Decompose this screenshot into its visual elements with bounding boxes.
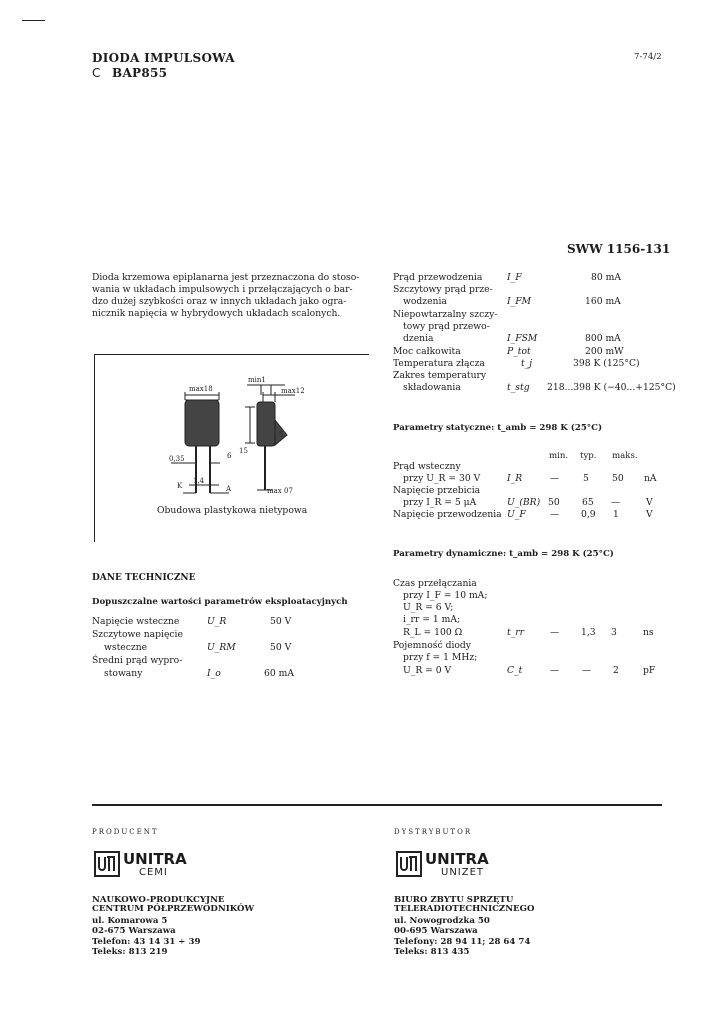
static-row-min: —: [550, 473, 560, 484]
dane-row-val: 50 V: [270, 616, 292, 627]
static-row-name: przy U_R = 30 V: [403, 473, 481, 484]
static-row-sym: U_F: [507, 509, 526, 520]
dane-title: DANE TECHNICZNE: [92, 573, 196, 583]
param-sym: t_stg: [507, 382, 530, 393]
static-title: Parametry statyczne: t_amb = 298 K (25°C): [393, 423, 603, 433]
producer-org: NAUKOWO-PRODUKCYJNE: [92, 895, 225, 905]
dim-max18: max18: [189, 385, 213, 393]
param-val: 200 mW: [585, 346, 624, 357]
static-row-name: przy I_R = 5 μA: [403, 497, 477, 508]
unitra-logo-icon: [396, 851, 422, 877]
figure-caption: Obudowa plastykowa nietypowa: [157, 505, 308, 516]
producer-org: CENTRUM PÓŁPRZEWODNIKÓW: [92, 904, 255, 914]
dynamic-title: Parametry dynamiczne: t_amb = 298 K (25°C): [393, 549, 614, 559]
param-name: Zakres temperatury: [393, 370, 487, 381]
static-header-typ: typ.: [580, 451, 597, 461]
static-row-unit: V: [646, 497, 653, 508]
dynamic-row-name: przy f = 1 MHz;: [403, 652, 478, 663]
intro-line: Dioda krzemowa epiplanarna jest przeznaczona do stoso-: [92, 272, 360, 283]
dim-14: 1,4: [193, 477, 205, 485]
dane-row-name: stowany: [104, 668, 143, 679]
intro-line: dzo dużej szybkości oraz w innych układach jako ogra-: [92, 296, 347, 307]
dynamic-row-typ: 1,3: [581, 627, 596, 638]
static-row-unit: nA: [644, 473, 657, 484]
distributor-brand: UNITRA: [425, 850, 489, 868]
dane-row-name: Napięcie wsteczne: [92, 616, 180, 627]
dynamic-row-name: U_R = 6 V;: [403, 602, 454, 613]
dim-15: 15: [239, 447, 248, 455]
dynamic-table: [393, 578, 693, 678]
package-figure: [94, 354, 369, 542]
static-row-unit: V: [646, 509, 653, 520]
dim-5: 5: [279, 431, 284, 439]
producer-addr: Telefon: 43 14 31 ÷ 39: [92, 937, 201, 947]
dane-row-val: 50 V: [270, 642, 292, 653]
unitra-logo-icon: [94, 851, 120, 877]
dynamic-row-min: —: [550, 665, 560, 676]
producer-addr: ul. Komarowa 5: [92, 916, 168, 926]
dynamic-row-sym: C_t: [507, 665, 523, 676]
distributor-logo: [396, 851, 506, 879]
model-number: BAP855: [112, 66, 168, 80]
intro-line: wania w układach impulsowych i przełączających o bar-: [92, 284, 353, 295]
static-row-sym: U_(BR): [507, 497, 541, 508]
dynamic-row-name: przy I_F = 10 mA;: [403, 590, 488, 601]
static-row-sym: I_R: [507, 473, 523, 484]
param-name: Niepowtarzalny szczy-: [393, 309, 498, 320]
param-val: 218...398 K (−40...+125°C): [547, 382, 676, 393]
producer-sub: CEMI: [139, 867, 168, 878]
dane-row-sym: U_R: [207, 616, 227, 627]
static-row-min: 50: [548, 497, 560, 508]
diode-body-front: [185, 400, 219, 446]
dim-035: 0,35: [169, 455, 185, 463]
dynamic-row-name: Czas przełączania: [393, 578, 477, 589]
param-name: towy prąd przewo-: [403, 321, 490, 332]
param-sym: I_F: [507, 272, 522, 283]
static-table: [393, 461, 693, 521]
model-prefix: C: [92, 66, 101, 80]
intro-line: nicznik napięcia w hybrydowych układach scalonych.: [92, 308, 341, 319]
static-row-typ: 0,9: [581, 509, 596, 520]
param-name: Szczytowy prąd prze-: [393, 284, 493, 295]
distributor-addr: ul. Nowogrodzka 50: [394, 916, 490, 926]
static-row-max: 1: [613, 509, 619, 520]
dynamic-row-unit: ns: [643, 627, 654, 638]
distributor-label: DYSTRYBUTOR: [394, 828, 473, 836]
static-row-typ: 65: [582, 497, 594, 508]
param-name: Temperatura złącza: [393, 358, 485, 369]
distributor-addr: Telefony: 28 94 11; 28 64 74: [394, 937, 531, 947]
dane-row-val: 60 mA: [264, 668, 294, 679]
producer-logo: [94, 851, 204, 879]
dane-subtitle: Dopuszczalne wartości parametrów eksploatacyjnych: [92, 597, 348, 607]
dim-max07: max 07: [267, 487, 293, 495]
static-row-min: —: [550, 509, 560, 520]
dynamic-row-unit: pF: [643, 665, 656, 676]
sww-number: SWW 1156-131: [567, 242, 671, 256]
corner-rule: [22, 20, 45, 21]
param-sym: I_FM: [507, 296, 532, 307]
static-row-name: Napięcie przewodzenia: [393, 509, 502, 520]
static-row-max: —: [611, 497, 621, 508]
producer-brand: UNITRA: [123, 850, 187, 868]
distributor-org: BIURO ZBYTU SPRZĘTU: [394, 895, 514, 905]
param-val: 398 K (125°C): [573, 358, 640, 369]
dynamic-row-max: 2: [613, 665, 619, 676]
param-val: 800 mA: [585, 333, 621, 344]
param-name: Prąd przewodzenia: [393, 272, 483, 283]
static-row-typ: 5: [583, 473, 589, 484]
footer-rule: [92, 804, 662, 806]
param-val: 160 mA: [585, 296, 621, 307]
dynamic-row-sym: t_rr: [507, 627, 525, 638]
distributor-org: TELERADIOTECHNICZNEGO: [394, 904, 535, 914]
doc-code: 7-74/2: [634, 52, 662, 62]
dim-6: 6: [227, 452, 232, 460]
dynamic-row-name: i_rr = 1 mA;: [403, 614, 461, 625]
dynamic-row-typ: —: [582, 665, 592, 676]
producer-label: PRODUCENT: [92, 828, 159, 836]
static-header-min: min.: [549, 451, 569, 461]
distributor-addr: Teleks: 813 435: [394, 947, 470, 957]
dynamic-row-name: U_R = 0 V: [403, 665, 452, 676]
static-row-name: Napięcie przebicia: [393, 485, 481, 496]
param-name: dzenia: [403, 333, 434, 344]
intro-paragraph: [92, 272, 372, 320]
param-sym: I_FSM: [507, 333, 538, 344]
param-sym: t_j: [521, 358, 533, 369]
dynamic-row-min: —: [550, 627, 560, 638]
static-row-max: 50: [612, 473, 624, 484]
static-header-max: maks.: [612, 451, 638, 461]
dim-max12: max12: [281, 387, 305, 395]
label-k: K: [177, 482, 183, 490]
dynamic-row-max: 3: [611, 627, 617, 638]
dim-min1: min1: [248, 376, 266, 384]
dane-row-sym: I_o: [207, 668, 221, 679]
producer-addr: Teleks: 813 219: [92, 947, 168, 957]
page-title: DIODA IMPULSOWA: [92, 51, 235, 65]
producer-addr: 02-675 Warszawa: [92, 926, 176, 936]
dynamic-row-name: R_L = 100 Ω: [403, 627, 463, 638]
param-name: składowania: [403, 382, 461, 393]
dynamic-row-name: Pojemność diody: [393, 640, 471, 651]
param-name: wodzenia: [403, 296, 447, 307]
param-name: Moc całkowita: [393, 346, 461, 357]
dane-row-name: Szczytowe napięcie: [92, 629, 183, 640]
param-sym: P_tot: [507, 346, 531, 357]
dane-row-name: wsteczne: [104, 642, 148, 653]
distributor-addr: 00-695 Warszawa: [394, 926, 478, 936]
right-params: [393, 272, 693, 402]
label-a: A: [226, 485, 232, 493]
dane-row-name: Średni prąd wyprо-: [92, 655, 183, 666]
param-val: 80 mA: [591, 272, 621, 283]
diode-body-side: [257, 402, 275, 446]
static-row-name: Prąd wsteczny: [393, 461, 461, 472]
distributor-sub: UNIZET: [441, 867, 485, 878]
dane-row-sym: U_RM: [207, 642, 236, 653]
